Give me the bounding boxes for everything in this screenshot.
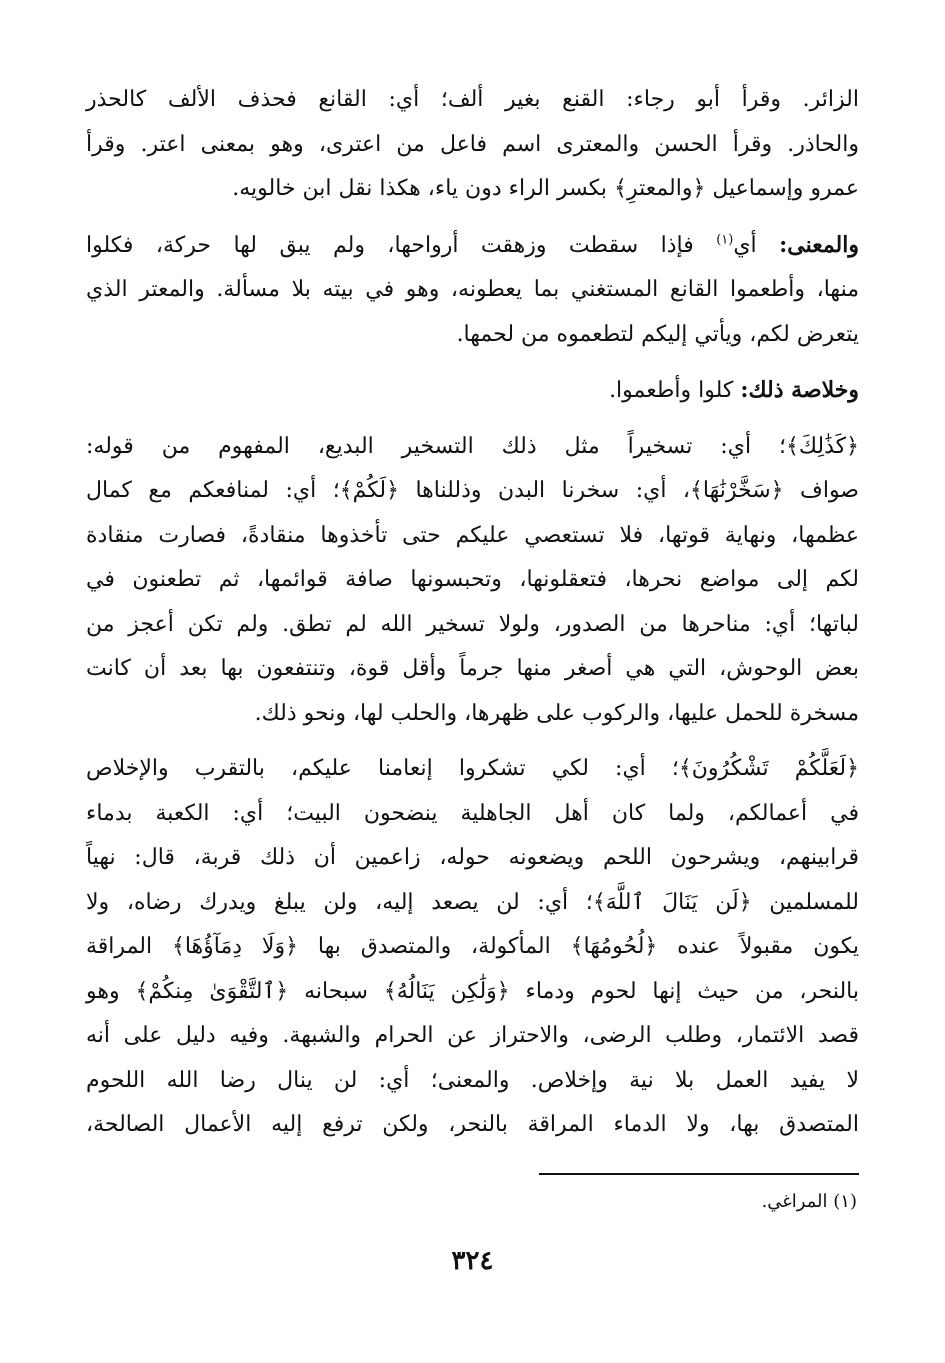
text-line: صواف ﴿سَخَّرْنَٰهَا﴾، أي: سخرنا البدن وذللناها ﴿لَكُمْ﴾؛ أي: لمنافعكم مع كمال [86, 478, 859, 503]
text-line: ﴿لَعَلَّكُمْ تَشْكُرُونَ﴾؛ أي: لكي تشكروا إنعامنا عليكم، بالتقرب والإخلاص [86, 756, 859, 781]
page-number: ٣٢٤ [451, 1246, 494, 1276]
text-line: عظمها، ونهاية قوتها، فلا تستعصي عليكم حتى تأخذوها منقادةً، فصارت منقادة [86, 522, 859, 548]
paragraph-kadhalika [86, 425, 859, 737]
text-line: المتصدق بها، ولا الدماء المراقة بالنحر، ولكن ترفع إليه الأعمال الصالحة، [86, 1112, 859, 1137]
text-run: فإذا سقطت وزهقت أرواحها، ولم يبق لها حركة، فكلوا [86, 232, 717, 258]
paragraph-summary [86, 368, 859, 414]
text-line: لباتها؛ أي: مناحرها من الصدور، ولولا تسخير الله لم تطق. ولم تكن أعجز من [86, 611, 859, 637]
paragraph-lead: والمعنى: [779, 231, 859, 258]
text-line: يتعرض لكم، ويأتي إليكم لتطعموه من لحمها. [456, 321, 859, 347]
text-line [86, 223, 859, 269]
footnote-marker: (١) [716, 232, 734, 248]
text-run: كلوا وأطعموا. [609, 378, 741, 403]
text-line: ﴿كَذَٰلِكَ﴾؛ أي: تسخيراً مثل ذلك التسخير البديع، المفهوم من قوله: [86, 433, 859, 459]
text-line: قرابينهم، ويشرحون اللحم ويضعونه حوله، زاعمين أن ذلك قربة، قال: نهياً [86, 845, 859, 870]
text-line: بالنحر، من حيث إنها لحوم ودماء ﴿وَلَٰكِن يَنَالُهُ﴾ سبحانه ﴿ٱلتَّقْوَىٰ مِنكُمْ﴾ وهو [86, 978, 859, 1004]
text-line: يكون مقبولاً عنده ﴿لُحُومُهَا﴾ المأكولة، والمتصدق بها ﴿وَلَا دِمَآؤُهَا﴾ المراقة [86, 934, 859, 959]
paragraph-1 [86, 78, 859, 212]
paragraph-laallakum [86, 747, 859, 1148]
main-text [86, 78, 859, 1159]
footnote-divider [539, 1173, 859, 1175]
text-line: والحاذر. وقرأ الحسن والمعترى اسم فاعل من اعترى، وهو بمعنى اعتر. وقرأ [86, 131, 859, 157]
text-line: مسخرة للحمل عليها، والركوب على ظهرها، والحلب لها، ونحو ذلك. [254, 700, 859, 726]
footnote: (١) المراغي. [761, 1191, 857, 1212]
text-line: الزائر. وقرأ أبو رجاء: القنع بغير ألف؛ أي: القانع فحذف الألف كالحذر [86, 87, 859, 112]
text-line: عمرو وإسماعيل ﴿والمعترِ﴾ بكسر الراء دون ياء، هكذا نقل ابن خالويه. [232, 176, 859, 201]
text-line: لكم إلى مواضع نحرها، فتعقلونها، وتحبسونها صافة قوائمها، ثم تطعنون في [86, 567, 859, 592]
text-line: في أعمالكم، ولما كان أهل الجاهلية ينضحون البيت؛ أي: الكعبة بدماء [86, 800, 859, 826]
text-run: أي [733, 232, 780, 258]
text-line [86, 368, 859, 414]
paragraph-meaning [86, 223, 859, 358]
text-line: لا يفيد العمل بلا نية وإخلاص. والمعنى؛ أي: لن ينال رضا الله اللحوم [86, 1067, 859, 1093]
paragraph-lead: وخلاصة ذلك: [740, 377, 859, 403]
text-line: للمسلمين ﴿لَن يَنَالَ ٱللَّهَ﴾؛ أي: لن يصعد إليه، ولن يبلغ ويدرك رضاه، ولا [86, 889, 859, 915]
text-line: بعض الوحوش، التي هي أصغر منها جرماً وأقل قوة، وتنتفعون بها بعد أن كانت [86, 656, 859, 681]
text-line: منها، وأطعموا القانع المستغني بما يعطونه، وهو في بيته بلا مسألة. والمعتر الذي [86, 277, 859, 302]
text-line: قصد الائتمار، وطلب الرضى، والاحتراز عن الحرام والشبهة. وفيه دليل على أنه [86, 1023, 859, 1048]
